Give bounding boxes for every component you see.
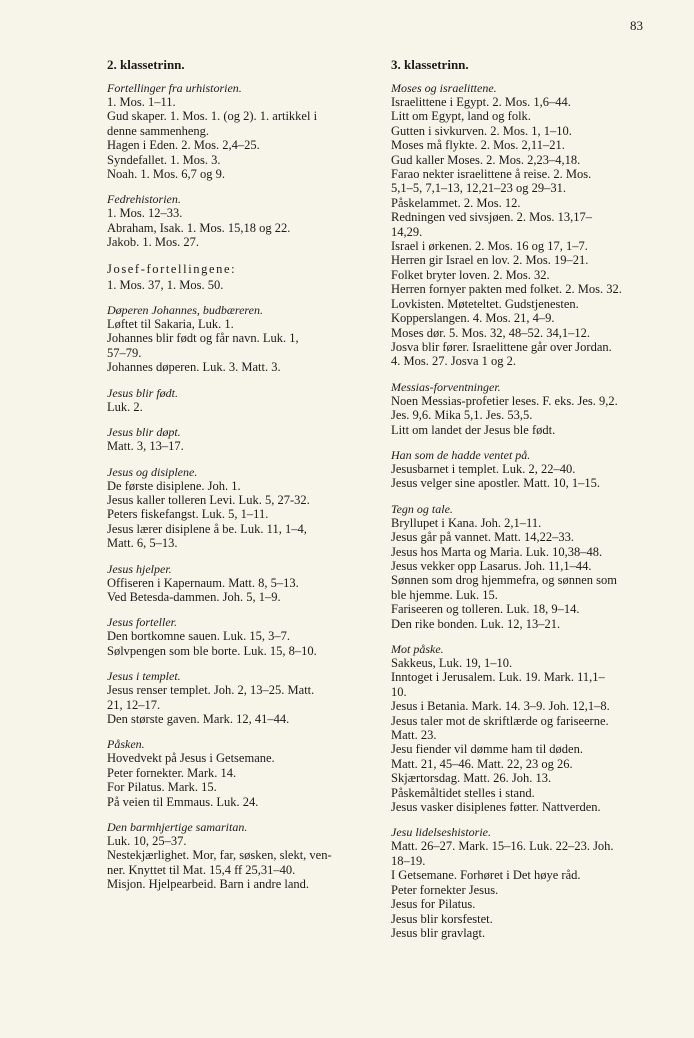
- grade-2-heading: 2. klassetrinn.: [107, 57, 185, 72]
- section-title: Jesus blir døpt.: [107, 425, 181, 440]
- section: [391, 81, 651, 369]
- text-line: Gutten i sivkurven. 2. Mos. 1, 1–10.: [391, 123, 572, 138]
- text-line: Matt. 26–27. Mark. 15–16. Luk. 22–23. Joh.: [391, 839, 614, 854]
- left-sections: [107, 81, 365, 892]
- section-title: Messias-forventninger.: [391, 379, 501, 394]
- text-line: Jesus velger sine apostler. Matt. 10, 1–15.: [391, 476, 600, 491]
- text-line: Folket bryter loven. 2. Mos. 32.: [391, 267, 550, 282]
- text-line: Jesus kaller tolleren Levi. Luk. 5, 27-32.: [107, 492, 310, 507]
- section: [391, 642, 651, 814]
- section: [107, 465, 365, 551]
- text-line: Moses dør. 5. Mos. 32, 48–52. 34,1–12.: [391, 325, 590, 340]
- section-title: Fortellinger fra urhistorien.: [107, 81, 242, 95]
- text-line: Johannes blir født og får navn. Luk. 1,: [107, 331, 299, 346]
- section-title: Jesu lidelseshistorie.: [391, 825, 491, 840]
- section: [391, 380, 651, 437]
- text-line: 18–19.: [391, 853, 426, 868]
- text-line: Litt om landet der Jesus ble født.: [391, 422, 556, 437]
- text-line: Kopperslangen. 4. Mos. 21, 4–9.: [391, 311, 555, 326]
- text-line: Hovedvekt på Jesus i Getsemane.: [107, 751, 275, 766]
- text-line: Jesus renser templet. Joh. 2, 13–25. Matt.: [107, 683, 315, 698]
- text-line: 14,29.: [391, 224, 423, 239]
- text-line: Luk. 2.: [107, 399, 143, 414]
- text-line: Israelittene i Egypt. 2. Mos. 1,6–44.: [391, 95, 571, 109]
- text-line: Jesusbarnet i templet. Luk. 2, 22–40.: [391, 461, 576, 476]
- section-title: Han som de hadde ventet på.: [391, 447, 531, 462]
- text-line: Jesus vekker opp Lasarus. Joh. 11,1–44.: [391, 558, 592, 573]
- text-line: Gud kaller Moses. 2. Mos. 2,23–4,18.: [391, 152, 581, 167]
- text-line: Hagen i Eden. 2. Mos. 2,4–25.: [107, 138, 260, 153]
- grade-3-heading: 3. klassetrinn.: [391, 57, 469, 72]
- text-line: Matt. 6, 5–13.: [107, 536, 178, 551]
- text-line: Jesus taler mot de skriftlærde og fariseerne.: [391, 713, 609, 728]
- section-title: Moses og israelittene.: [391, 81, 497, 95]
- text-line: Peters fiskefangst. Luk. 5, 1–11.: [107, 507, 269, 522]
- text-line: ble hjemme. Luk. 15.: [391, 587, 498, 602]
- text-line: 10.: [391, 684, 407, 699]
- text-line: Syndefallet. 1. Mos. 3.: [107, 152, 221, 167]
- section: [107, 737, 365, 809]
- text-line: Misjon. Hjelpearbeid. Barn i andre land.: [107, 877, 310, 892]
- text-line: Sakkeus, Luk. 19, 1–10.: [391, 656, 513, 670]
- text-line: Jesus blir korsfestet.: [391, 911, 493, 926]
- text-line: Peter fornekter. Mark. 14.: [107, 765, 237, 780]
- section-title: Påsken.: [107, 737, 145, 752]
- text-line: Matt. 21, 45–46. Matt. 22, 23 og 26.: [391, 756, 573, 771]
- text-line: Josva blir fører. Israelittene går over Jordan.: [391, 339, 612, 354]
- section: [107, 261, 365, 292]
- text-line: Matt. 23.: [391, 728, 437, 743]
- section-title: Tegn og tale.: [391, 501, 453, 516]
- text-line: Ved Betesda-dammen. Joh. 5, 1–9.: [107, 589, 281, 604]
- text-line: 1. Mos. 37, 1. Mos. 50.: [107, 277, 224, 292]
- text-line: Herren fornyer pakten med folket. 2. Mos. 32.: [391, 282, 622, 297]
- text-line: Den bortkomne sauen. Luk. 15, 3–7.: [107, 629, 290, 644]
- text-line: Sønnen som drog hjemmefra, og sønnen som: [391, 573, 618, 588]
- section: [107, 562, 365, 605]
- section: [107, 81, 365, 181]
- text-line: Den rike bonden. Luk. 12, 13–21.: [391, 616, 561, 631]
- section-title: Den barmhjertige samaritan.: [107, 820, 248, 834]
- text-line: Bryllupet i Kana. Joh. 2,1–11.: [391, 515, 542, 530]
- right-sections: [391, 81, 651, 940]
- text-line: Luk. 10, 25–37.: [107, 834, 187, 848]
- left-column: [107, 57, 365, 903]
- text-line: Inntoget i Jerusalem. Luk. 19. Mark. 11,1–: [391, 670, 605, 685]
- text-line: Herren gir Israel en lov. 2. Mos. 19–21.: [391, 253, 589, 268]
- section: [107, 386, 365, 414]
- section-title: Mot påske.: [391, 642, 444, 656]
- text-line: Johannes døperen. Luk. 3. Matt. 3.: [107, 360, 281, 375]
- section: [391, 825, 651, 940]
- text-line: Noen Messias-profetier leses. F. eks. Jes. 9,2.: [391, 393, 618, 408]
- text-line: Jakob. 1. Mos. 27.: [107, 235, 200, 250]
- text-line: Farao nekter israelittene å reise. 2. Mos.: [391, 167, 592, 182]
- page-number: 83: [630, 18, 643, 33]
- text-line: Nestekjærlighet. Mor, far, søsken, slekt, ven-: [107, 848, 332, 863]
- text-line: denne sammenheng.: [107, 123, 210, 138]
- text-line: Moses må flykte. 2. Mos. 2,11–21.: [391, 138, 565, 153]
- text-line: Jesus går på vannet. Matt. 14,22–33.: [391, 530, 574, 545]
- text-line: Jesus lærer disiplene å be. Luk. 11, 1–4,: [107, 521, 307, 536]
- section-title: Jesus blir født.: [107, 385, 178, 400]
- text-line: Noah. 1. Mos. 6,7 og 9.: [107, 167, 226, 182]
- text-line: Litt om Egypt, land og folk.: [391, 109, 531, 124]
- section: [107, 615, 365, 658]
- text-line: Jesu fiender vil dømme ham til døden.: [391, 742, 583, 757]
- text-line: Påskelammet. 2. Mos. 12.: [391, 195, 521, 210]
- text-line: Offiseren i Kapernaum. Matt. 8, 5–13.: [107, 575, 299, 590]
- section: [391, 502, 651, 631]
- text-line: For Pilatus. Mark. 15.: [107, 780, 217, 795]
- text-line: Peter fornekter Jesus.: [391, 882, 499, 897]
- text-line: Sølvpengen som ble borte. Luk. 15, 8–10.: [107, 643, 317, 658]
- text-line: 21, 12–17.: [107, 697, 161, 712]
- text-line: Gud skaper. 1. Mos. 1. (og 2). 1. artikkel i: [107, 109, 318, 124]
- text-line: Israel i ørkenen. 2. Mos. 16 og 17, 1–7.: [391, 239, 588, 254]
- section-title: Jesus hjelper.: [107, 561, 172, 576]
- text-line: De første disiplene. Joh. 1.: [107, 478, 241, 493]
- text-line: Løftet til Sakaria, Luk. 1.: [107, 317, 234, 332]
- section: [107, 425, 365, 453]
- section-title: Jesus i templet.: [107, 669, 181, 684]
- text-line: Abraham, Isak. 1. Mos. 15,18 og 22.: [107, 220, 291, 235]
- text-line: Matt. 3, 13–17.: [107, 439, 184, 454]
- text-line: Jesus blir gravlagt.: [391, 925, 486, 940]
- section: [391, 448, 651, 491]
- text-line: 57–79.: [107, 345, 142, 360]
- right-column: [391, 57, 651, 951]
- section-title: Josef-fortellingene:: [107, 261, 237, 276]
- text-line: Jesus i Betania. Mark. 14. 3–9. Joh. 12,1–8.: [391, 699, 610, 714]
- text-line: Redningen ved sivsjøen. 2. Mos. 13,17–: [391, 210, 593, 225]
- section: [107, 669, 365, 726]
- text-line: 1. Mos. 1–11.: [107, 95, 176, 109]
- text-line: Fariseeren og tolleren. Luk. 18, 9–14.: [391, 602, 580, 617]
- text-line: Lovkisten. Møteteltet. Gudstjenesten.: [391, 296, 579, 311]
- section-title: Jesus og disiplene.: [107, 464, 198, 479]
- text-line: 1. Mos. 12–33.: [107, 206, 183, 221]
- text-line: I Getsemane. Forhøret i Det høye råd.: [391, 868, 581, 883]
- section-title: Fedrehistorien.: [107, 192, 181, 207]
- text-line: 5,1–5, 7,1–13, 12,21–23 og 29–31.: [391, 181, 566, 196]
- text-line: Jes. 9,6. Mika 5,1. Jes. 53,5.: [391, 408, 533, 423]
- section: [107, 192, 365, 249]
- text-line: ner. Knyttet til Mat. 15,4 ff 25,31–40.: [107, 862, 296, 877]
- section: [107, 820, 365, 892]
- section-title: Jesus forteller.: [107, 615, 177, 630]
- text-line: Jesus for Pilatus.: [391, 897, 476, 912]
- section-title: Døperen Johannes, budbæreren.: [107, 303, 263, 318]
- text-line: Den største gaven. Mark. 12, 41–44.: [107, 711, 290, 726]
- text-line: Skjærtorsdag. Matt. 26. Joh. 13.: [391, 771, 552, 786]
- text-line: 4. Mos. 27. Josva 1 og 2.: [391, 354, 517, 369]
- text-line: Jesus vasker disiplenes føtter. Nattverden.: [391, 800, 601, 815]
- text-line: Påskemåltidet stelles i stand.: [391, 785, 535, 800]
- text-line: På veien til Emmaus. Luk. 24.: [107, 794, 259, 809]
- text-line: Jesus hos Marta og Maria. Luk. 10,38–48.: [391, 544, 603, 559]
- section: [107, 303, 365, 375]
